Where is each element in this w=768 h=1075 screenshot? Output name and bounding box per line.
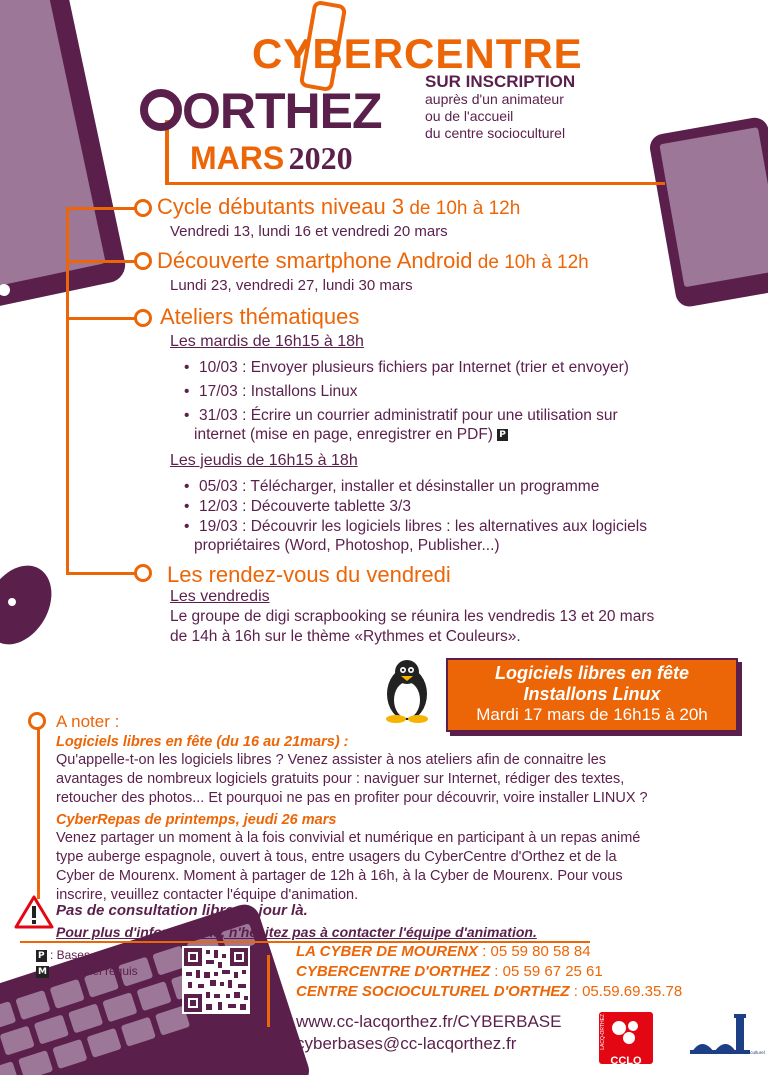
legend-p-badge: P	[38, 950, 45, 961]
repas-line-2: type auberge espagnole, ouvert à tous, entre usagers du CyberCentre d'Orthez et de la	[56, 849, 617, 865]
thursday-item3-cont: propriétaires (Word, Photoshop, Publisher...)	[194, 537, 500, 554]
ateliers-title: Ateliers thématiques	[160, 304, 360, 329]
contact-phone: : 05 59 67 25 61	[490, 963, 603, 980]
timeline-dot-vendredi	[134, 564, 152, 582]
year-label: 2020	[288, 140, 353, 176]
list-item: • 31/03 : Écrire un courrier administratif pour une utilisation sur	[182, 406, 742, 426]
tuesday-list	[182, 358, 742, 426]
timeline-dot-ateliers	[134, 309, 152, 327]
inscription-line-1: auprès d'un animateur	[425, 91, 564, 107]
contact-phone: : 05.59.69.35.78	[569, 983, 683, 1000]
tablet-right-illustration	[648, 116, 768, 309]
contact-cybercentre	[296, 963, 603, 980]
smartphone-dates: Lundi 23, vendredi 27, lundi 30 mars	[170, 277, 413, 294]
thursday-label: Les jeudis de 16h15 à 18h	[170, 452, 358, 469]
timeline-dot-cycle	[134, 199, 152, 217]
legend-p	[36, 948, 139, 962]
event-line-3: Mardi 17 mars de 16h15 à 20h	[476, 705, 708, 724]
cycle-time: de 10h à 12h	[404, 198, 521, 219]
timeline-connector-3	[66, 317, 136, 320]
anoter-title: A noter :	[56, 712, 120, 731]
tuesday-label: Les mardis de 16h15 à 18h	[170, 333, 364, 350]
tuesday-item3-cont: internet (mise en page, enregistrer en PDF)	[194, 426, 493, 443]
list-item: • 10/03 : Envoyer plusieurs fichiers par Internet (trier et envoyer)	[182, 358, 742, 378]
cycle-dates: Vendredi 13, lundi 16 et vendredi 20 mars	[170, 223, 448, 240]
inscription-line-3: du centre socioculturel	[425, 125, 566, 141]
vendredi-title: Les rendez-vous du vendredi	[167, 562, 451, 587]
legend-m	[36, 964, 138, 978]
event-line-1: Logiciels libres en fête	[494, 663, 690, 683]
orthez-title: ORTHEZ	[182, 83, 382, 139]
cycle-title: Cycle débutants niveau 3	[157, 194, 405, 219]
warning-icon	[14, 895, 54, 929]
timeline-connector-1	[66, 207, 136, 210]
fete-title: Logiciels libres en fête (du 16 au 21mars) :	[56, 734, 349, 750]
inscription-line-2: ou de l'accueil	[425, 108, 514, 124]
warning-text: Pas de consultation libre ce jour là.	[56, 902, 308, 919]
header-horizontal-line	[165, 182, 665, 185]
contact-centre	[296, 983, 682, 1000]
centre-socioculturel-text: centre socioculturel	[726, 1050, 765, 1055]
anoter-dot	[28, 712, 46, 730]
inscription-title: SUR INSCRIPTION	[425, 72, 576, 91]
qr-code-icon[interactable]	[182, 946, 250, 1014]
contact-mourenx	[296, 943, 591, 960]
fete-line-3: retoucher des photos... Et pourquoi ne pas en profiter pour découvrir, voire installer LINUX ?	[56, 790, 648, 806]
cclo-logo	[599, 1012, 653, 1067]
timeline-connector-4	[66, 572, 136, 575]
contact-phone: : 05 59 80 58 84	[477, 943, 591, 960]
smartphone-title: Découverte smartphone Android	[157, 248, 473, 273]
fete-line-2: avantages de nombreux logiciels gratuits pour : naviguer sur Internet, rédiger des textes,	[56, 771, 625, 787]
vendredi-line-1: Le groupe de digi scrapbooking se réunira les vendredis 13 et 20 mars	[170, 608, 655, 625]
cclo-logo-side: LACQ-ORTHEZ	[600, 1014, 606, 1050]
cclo-logo-mark	[599, 1012, 653, 1050]
timeline-connector-2	[66, 260, 136, 263]
date-line	[190, 140, 353, 177]
list-item: • 12/03 : Découverte tablette 3/3	[182, 497, 752, 517]
smartphone-heading	[157, 248, 589, 274]
list-item: • 05/03 : Télécharger, installer et désinstaller un programme	[182, 477, 752, 497]
tablet-left-illustration	[0, 0, 128, 313]
repas-title: CyberRepas de printemps, jeudi 26 mars	[56, 812, 337, 828]
contact-name: CENTRE SOCIOCULTUREL D'ORTHEZ	[296, 983, 570, 1000]
smartphone-time: de 10h à 12h	[472, 252, 589, 273]
info-text: Pour plus d'informations, n'hésitez pas à contacter l'équipe d'animation.	[56, 924, 537, 940]
cycle-heading	[157, 194, 520, 220]
mouse-illustration	[0, 554, 65, 657]
repas-line-1: Venez partager un moment à la fois convivial et numérique en participant à un repas animé	[56, 830, 641, 846]
event-line-2: Installons Linux	[523, 684, 661, 704]
contact-name: LA CYBER DE MOURENX	[296, 943, 478, 960]
anoter-vertical-line	[37, 727, 40, 899]
tuesday-item3-cont-line	[194, 426, 508, 444]
cybercentre-title: CYBERCENTRE	[252, 30, 583, 77]
legend-m-text: : Matériel requis	[52, 964, 138, 978]
email-link[interactable]: cyberbases@cc-lacqorthez.fr	[296, 1034, 517, 1053]
list-item: • 19/03 : Découvrir les logiciels libres : les alternatives aux logiciels	[182, 517, 752, 537]
repas-line-4: inscrire, veuillez contacter l'équipe d'animation.	[56, 887, 359, 903]
orthez-o-circle	[140, 89, 182, 131]
qr-vertical-line	[267, 955, 270, 1027]
vendredi-line-2: de 14h à 16h sur le thème «Rythmes et Couleurs».	[170, 628, 521, 645]
tux-penguin-icon	[380, 656, 434, 724]
timeline-dot-smartphone	[134, 252, 152, 270]
thursday-list	[182, 477, 752, 537]
legend-p-text: : Bases requises	[49, 948, 139, 962]
cclo-logo-text: CCLO	[610, 1055, 642, 1067]
p-badge: P	[499, 429, 506, 440]
event-box	[446, 658, 738, 732]
contact-name: CYBERCENTRE D'ORTHEZ	[296, 963, 491, 980]
repas-line-3: Cyber de Mourenx. Moment à partager de 12h à 16h, à la Cyber de Mourenx. Pour vous	[56, 868, 623, 884]
vendredi-label: Les vendredis	[170, 588, 270, 605]
legend-m-badge: M	[38, 966, 47, 977]
month-label: MARS	[190, 140, 285, 176]
list-item: • 17/03 : Installons Linux	[182, 382, 742, 402]
fete-line-1: Qu'appelle-t-on les logiciels libres ? Venez assister à nos ateliers afin de connaitre les	[56, 752, 607, 768]
website-link[interactable]: www.cc-lacqorthez.fr/CYBERBASE	[296, 1012, 562, 1031]
